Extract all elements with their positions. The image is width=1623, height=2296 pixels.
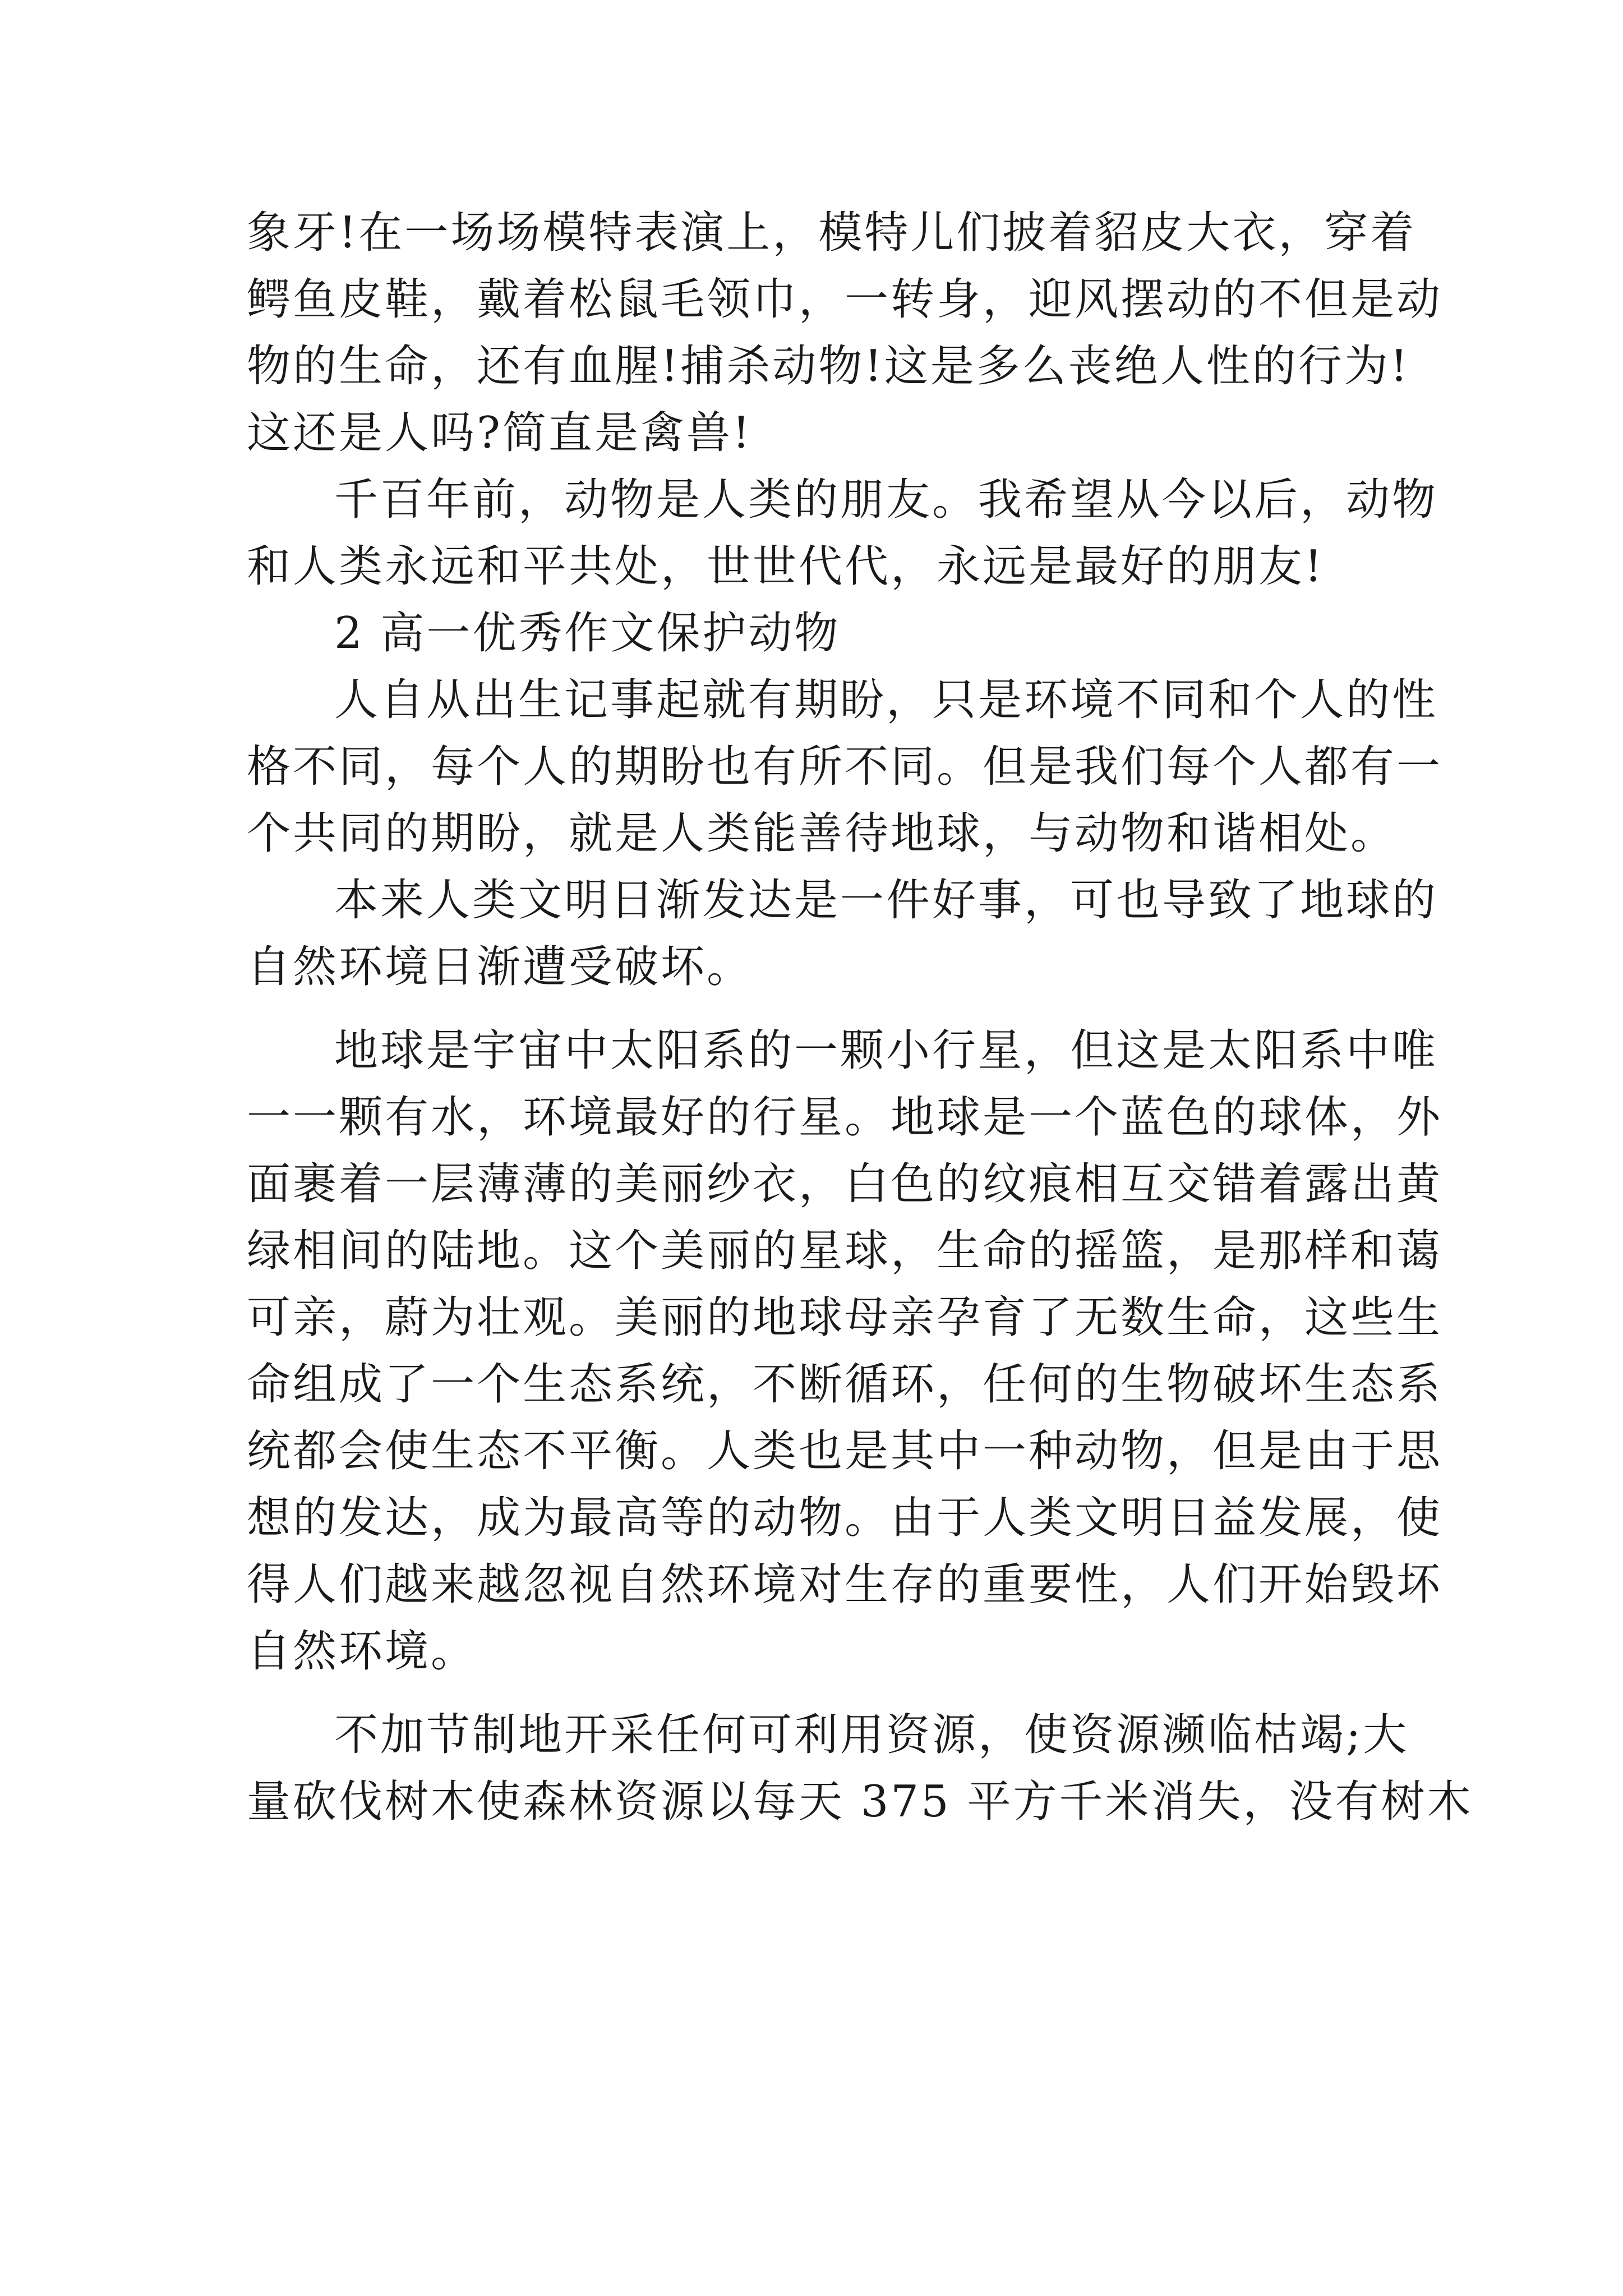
text-line: 自然环境日渐遭受破坏。 — [247, 942, 753, 992]
text-line: 面裹着一层薄薄的美丽纱衣，白色的纹痕相互交错着露出黄 — [247, 1159, 1443, 1209]
text-line: 个共同的期盼，就是人类能善待地球，与动物和谐相处。 — [247, 808, 1397, 859]
text-line: 可亲，蔚为壮观。美丽的地球母亲孕育了无数生命，这些生 — [247, 1292, 1443, 1343]
text-line: 象牙!在一场场模特表演上，模特儿们披着貂皮大衣，穿着 — [247, 208, 1417, 258]
text-line: 绿相间的陆地。这个美丽的星球，生命的摇篮，是那样和蔼 — [247, 1226, 1443, 1276]
section-heading: 2 高一优秀作文保护动物 — [334, 608, 841, 659]
text-line: 千百年前，动物是人类的朋友。我希望从今以后，动物 — [334, 475, 1438, 525]
text-line: 物的生命，还有血腥!捕杀动物!这是多么丧绝人性的行为! — [247, 341, 1410, 392]
text-line: 一一颗有水，环境最好的行星。地球是一个蓝色的球体，外 — [247, 1092, 1443, 1143]
text-line: 这还是人吗?简直是禽兽! — [247, 408, 753, 458]
text-line: 想的发达，成为最高等的动物。由于人类文明日益发展，使 — [247, 1493, 1443, 1543]
text-line: 命组成了一个生态系统，不断循环，任何的生物破坏生态系 — [247, 1359, 1443, 1410]
text-line: 量砍伐树木使森林资源以每天 375 平方千米消失，没有树木 — [247, 1777, 1473, 1827]
text-line: 地球是宇宙中太阳系的一颗小行星，但这是太阳系中唯 — [334, 1025, 1438, 1076]
text-line: 统都会使生态不平衡。人类也是其中一种动物，但是由于思 — [247, 1426, 1443, 1476]
text-line: 鳄鱼皮鞋，戴着松鼠毛领巾，一转身，迎风摆动的不但是动 — [247, 274, 1443, 325]
document-body — [247, 200, 1473, 1835]
text-line: 得人们越来越忽视自然环境对生存的重要性，人们开始毁坏 — [247, 1559, 1443, 1610]
text-line: 本来人类文明日渐发达是一件好事，可也导致了地球的 — [334, 875, 1438, 926]
text-line: 自然环境。 — [247, 1626, 477, 1677]
text-line: 不加节制地开采任何可利用资源，使资源濒临枯竭;大 — [334, 1710, 1409, 1760]
text-line: 和人类永远和平共处，世世代代，永远是最好的朋友! — [247, 541, 1325, 592]
text-line: 格不同，每个人的期盼也有所不同。但是我们每个人都有一 — [247, 742, 1443, 792]
text-line: 人自从出生记事起就有期盼，只是环境不同和个人的性 — [334, 675, 1438, 725]
